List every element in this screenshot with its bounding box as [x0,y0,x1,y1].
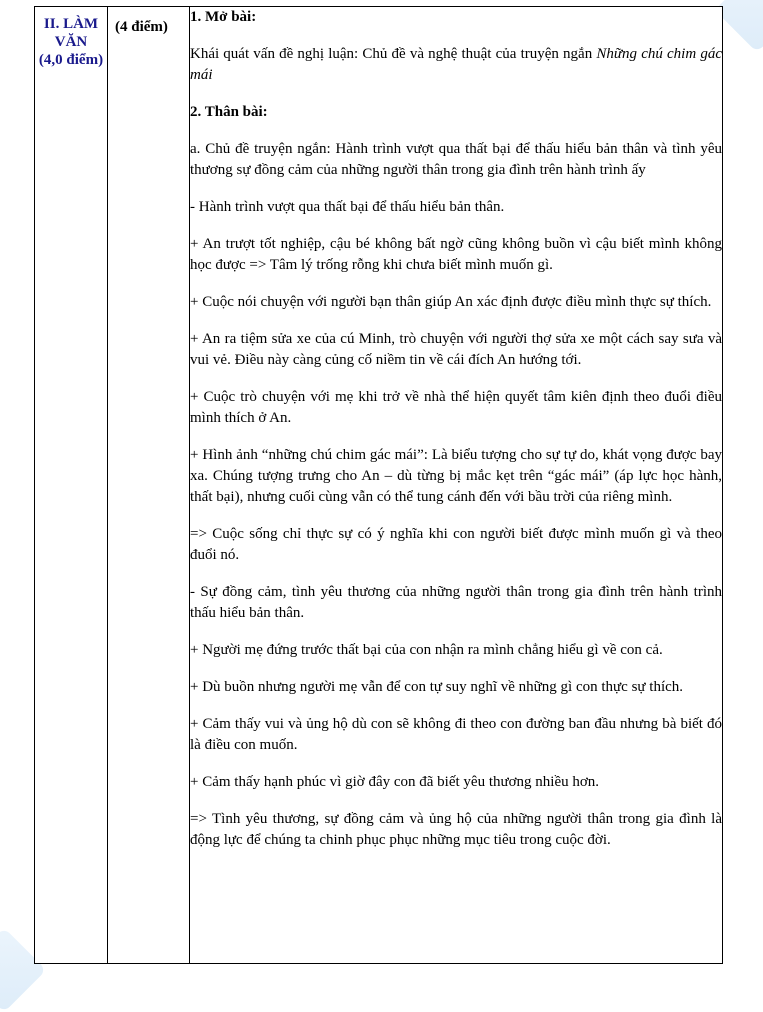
part-label [35,7,107,69]
score-cell [108,7,190,964]
part-label-line: II. LÀM [43,16,99,32]
answer-key-table [34,6,723,964]
part-label-line: VĂN [54,34,88,50]
paragraph: - Sự đồng cảm, tình yêu thương của những người thân trong gia đình trên hành trình thấu hiểu bản thân. [190,584,722,621]
table-row [35,7,723,964]
paragraph: + An ra tiệm sửa xe của cú Minh, trò chuyện với người thợ sửa xe một cách say sưa và vui vẻ. Điều này càng củng cố niềm tin về cái đích An hướng tới. [190,331,722,368]
part-label-line: (4,0 điểm) [38,52,104,68]
paragraph: => Tình yêu thương, sự đồng cảm và ủng hộ của những người thân trong gia đình là động lực để chúng ta chinh phục phục những mục tiêu trong cuộc đời. [190,811,722,848]
content-cell [190,7,723,964]
paragraph: + Người mẹ đứng trước thất bại của con nhận ra mình chẳng hiểu gì về con cả. [190,642,663,658]
paragraph: + Hình ảnh “những chú chim gác mái”: Là biểu tượng cho sự tự do, khát vọng được bay xa. Chúng tượng trưng cho An – dù từng bị mắc kẹt trên “gác mái” (áp lực học hành, thất bại), nhưng cuối cùng vẫn có thể tung cánh đến với bầu trời của riêng mình. [190,447,722,505]
part-cell [35,7,108,964]
section-heading-mo-bai: 1. Mở bài: [190,9,257,25]
paragraph: + Cảm thấy hạnh phúc vì giờ đây con đã biết yêu thương nhiều hơn. [190,774,600,790]
mo-bai-text: Khái quát vấn đề nghị luận: Chủ đề và nghệ thuật của truyện ngắn [190,46,597,62]
paragraph: - Hành trình vượt qua thất bại để thấu hiểu bản thân. [190,199,505,215]
paragraph: a. Chủ đề truyện ngắn: Hành trình vượt qua thất bại để thấu hiểu bản thân và tình yêu thương sự đồng cảm của những người thân trong gia đình trên hành trình ấy [190,141,722,178]
paragraph: + Cuộc trò chuyện với mẹ khi trở về nhà thể hiện quyết tâm kiên định theo đuổi điều mình thích ở An. [190,389,722,426]
paragraph: + An trượt tốt nghiệp, cậu bé không bất ngờ cũng không buồn vì cậu biết mình không học được => Tâm lý trống rỗng khi chưa biết mình muốn gì. [190,236,722,273]
mo-bai-paragraph [190,44,722,86]
paragraph: => Cuộc sống chỉ thực sự có ý nghĩa khi con người biết được mình muốn gì và theo đuổi nó. [190,526,722,563]
paragraph: + Cảm thấy vui và ủng hộ dù con sẽ không đi theo con đường ban đầu nhưng bà biết đó là điều con muốn. [190,716,722,753]
paragraph: + Cuộc nói chuyện với người bạn thân giúp An xác định được điều mình thực sự thích. [190,294,712,310]
score-label: (4 điểm) [115,19,168,35]
paragraph: + Dù buồn nhưng người mẹ vẫn để con tự suy nghĩ về những gì con thực sự thích. [190,679,684,695]
story-title: Những chú chim gác mái [190,46,722,83]
section-heading-than-bai: 2. Thân bài: [190,104,268,120]
